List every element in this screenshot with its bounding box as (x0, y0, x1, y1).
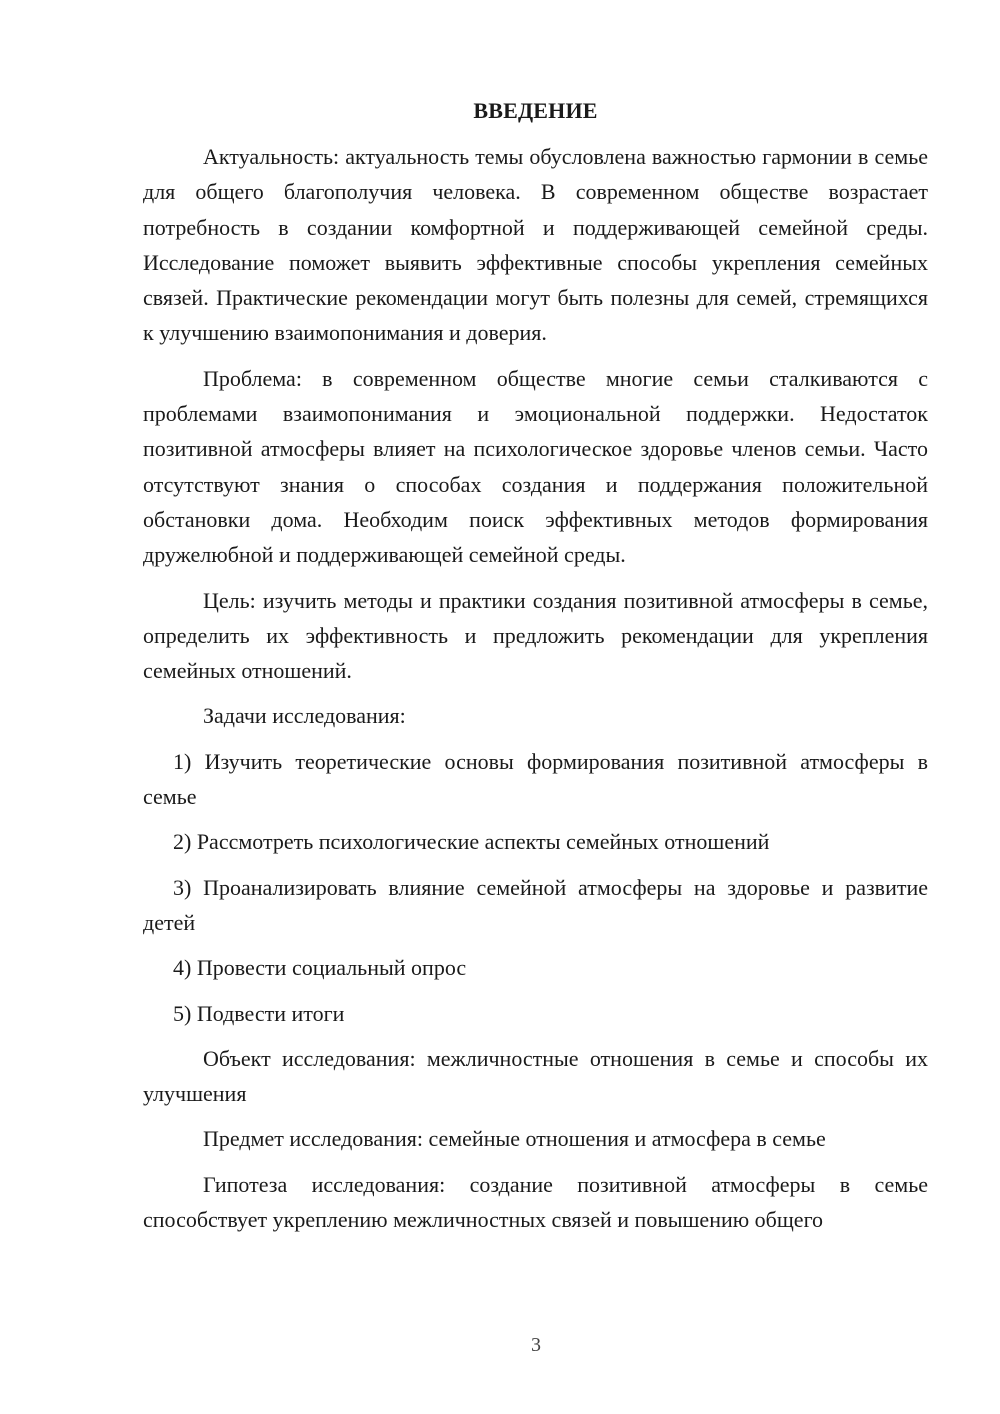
subject-paragraph: Предмет исследования: семейные отношения и атмосфера в семье (203, 1126, 826, 1152)
task-item-2: 2) Рассмотреть психологические аспекты семейных отношений (173, 829, 770, 855)
task-item-5: 5) Подвести итоги (173, 1000, 345, 1026)
task-item-1: 1) Изучить теоретические основы формирования позитивной атмосферы в семье (143, 748, 928, 810)
page-content (143, 95, 928, 1247)
task-item-4: 4) Провести социальный опрос (173, 955, 467, 981)
goal-paragraph: Цель: изучить методы и практики создания позитивной атмосферы в семье, определить их эффективность и предложить рекомендации для укрепления семейных отношений. (143, 587, 928, 684)
relevance-paragraph: Актуальность: актуальность темы обусловлена важностью гармонии в семье для общего благополучия человека. В современном обществе возрастает потребность в создании комфортной и поддерживающей семейной среды. Исследование поможет выявить эффективные способы укрепления семейных связей. Практические рекомендации могут быть полезны для семей, стремящихся к улучшению взаимопонимания и доверия. (143, 144, 928, 346)
hypothesis-paragraph: Гипотеза исследования: создание позитивной атмосферы в семье способствует укреплению межличностных связей и повышению общего (143, 1171, 928, 1233)
task-item-3: 3) Проанализировать влияние семейной атмосферы на здоровье и развитие детей (143, 874, 928, 935)
object-paragraph: Объект исследования: межличностные отношения в семье и способы их улучшения (143, 1045, 928, 1107)
page-number: 3 (531, 1334, 541, 1356)
problem-paragraph: Проблема: в современном обществе многие семьи сталкиваются с проблемами взаимопонимания и эмоциональной поддержки. Недостаток позитивной атмосферы влияет на психологическое здоровье членов семьи. Часто отсутствуют знания о способах создания и поддержания положительной обстановки дома. Необходим поиск эффективных методов формирования дружелюбной и поддерживающей семейной среды. (143, 365, 928, 568)
section-title: ВВЕДЕНИЕ (473, 98, 598, 123)
tasks-heading: Задачи исследования: (203, 703, 406, 729)
